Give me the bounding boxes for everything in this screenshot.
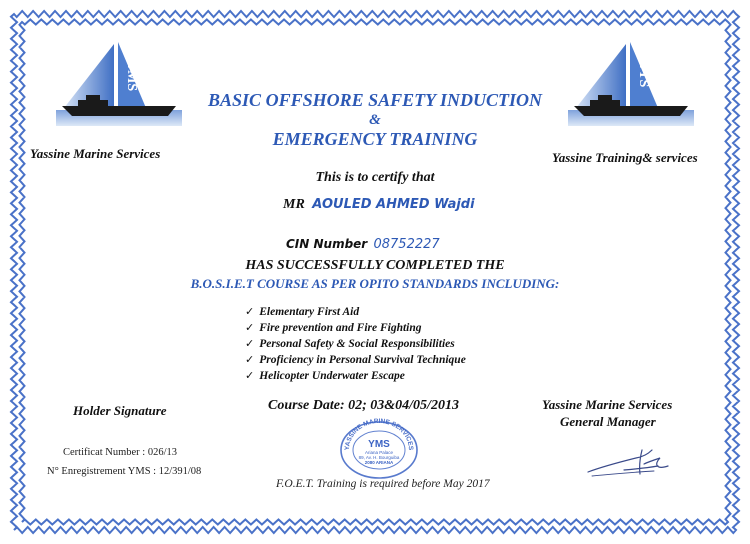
registration-number: N° Enregistrement YMS : 12/391/08 [47,466,202,477]
footer-note: F.O.E.T. Training is required before May 2017 [276,478,490,490]
recipient-row [283,197,475,213]
module-item: ✓ Proficiency in Personal Survival Technique [245,353,466,366]
svg-text:YMS: YMS [368,439,390,450]
module-list [245,304,466,384]
check-icon: ✓ [245,321,255,334]
right-company-name: Yassine Training& services [552,150,698,165]
manager-title: General Manager [560,414,656,429]
check-icon: ✓ [245,337,255,350]
cin-label: CIN Number [286,237,368,251]
check-icon: ✓ [245,305,255,318]
check-icon: ✓ [245,353,255,366]
manager-signature [584,444,674,480]
recipient-name: AOULED AHMED Wajdi [312,197,475,212]
recipient-prefix: MR [283,197,305,212]
yts-monogram: YTS [636,60,651,88]
svg-text:Ariana Palace: Ariana Palace [364,450,394,455]
module-item: ✓ Fire prevention and Fire Fighting [245,321,422,334]
holder-signature-label: Holder Signature [73,403,167,418]
check-icon: ✓ [245,369,255,382]
left-company-name: Yassine Marine Services [30,146,161,161]
course-date: Course Date: 02; 03&04/05/2013 [268,398,459,413]
yms-monogram: YMS [124,60,139,92]
module-item: ✓ Elementary First Aid [245,305,360,318]
svg-text:YASSINE MARINE SERVICES: YASSINE MARINE SERVICES [343,417,415,451]
module-item: ✓ Helicopter Underwater Escape [245,369,405,382]
completion-line-1: HAS SUCCESSFULLY COMPLETED THE [245,258,505,273]
svg-text:2080 ARIANA: 2080 ARIANA [364,460,394,465]
certify-text: This is to certify that [315,170,435,185]
certificate-number: Certificat Number : 026/13 [63,447,178,458]
completion-line-2: B.O.S.I.E.T COURSE AS PER OPITO STANDARDS INCLUDING: [190,276,560,291]
module-item: ✓ Personal Safety & Social Responsibilities [245,337,455,350]
official-stamp [338,417,420,479]
title-line-2: EMERGENCY TRAINING [272,129,478,149]
cin-value: 08752227 [373,237,440,252]
title-line-1: BASIC OFFSHORE SAFETY INDUCTION [208,90,542,110]
manager-company: Yassine Marine Services [542,397,673,412]
svg-text:89, Av. H. Bourguiba: 89, Av. H. Bourguiba [358,455,400,460]
cin-row [286,236,440,252]
title-ampersand: & [369,112,381,128]
